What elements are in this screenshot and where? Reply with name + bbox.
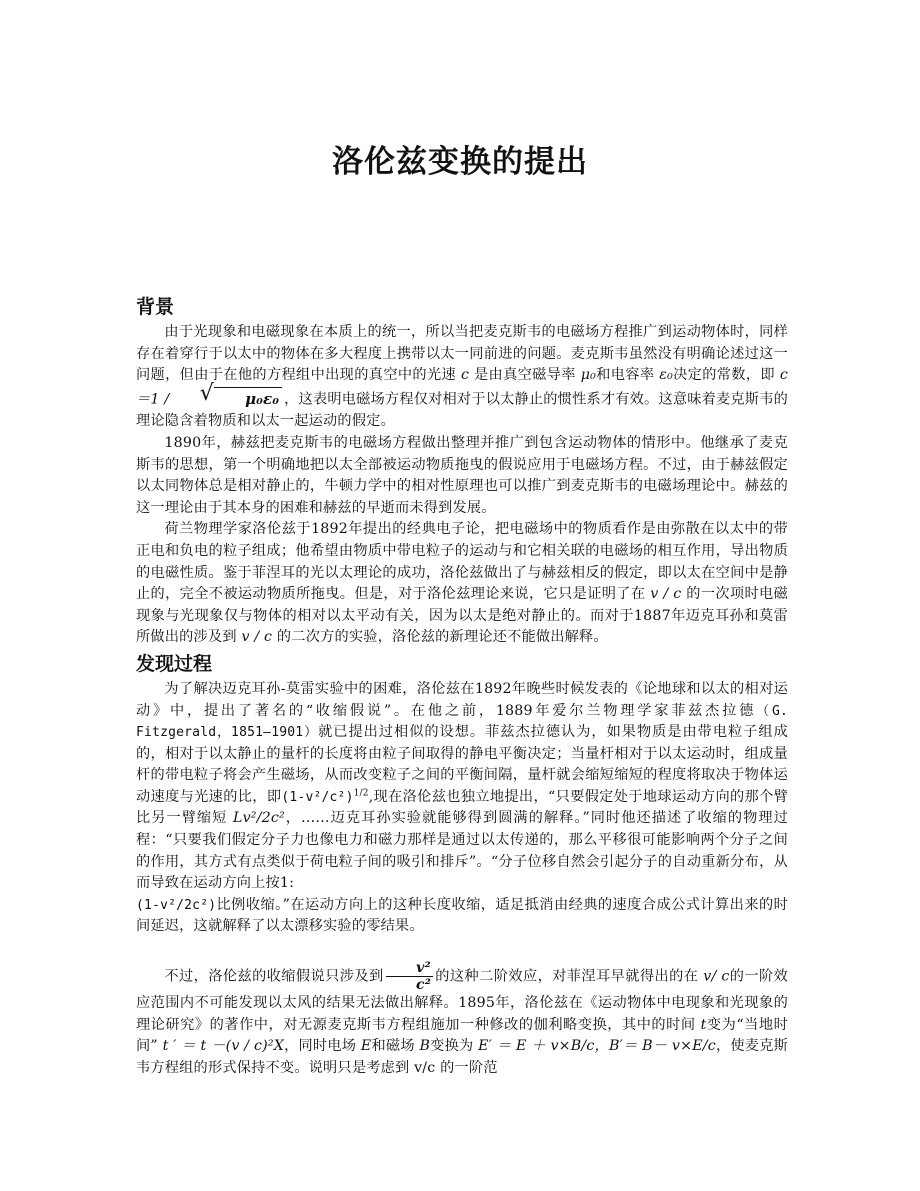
text-run: 决定的常数，即	[672, 367, 780, 384]
fraction-v2-c2	[386, 960, 433, 993]
document-body	[136, 292, 788, 1079]
fitzgerald-name: （G. Fitzgerald，1851—1901）	[136, 703, 788, 741]
radical-sign-icon: √	[199, 380, 214, 406]
text-run: 的这种二阶效应，对菲涅耳早就得出的在	[435, 968, 704, 985]
symbol-c: c	[460, 367, 470, 384]
symbol-eps0: ε₀	[659, 367, 673, 384]
symbol-v-over-c: v/ c	[703, 968, 730, 985]
text-run: 变换为	[430, 1038, 479, 1055]
section-heading-background: 背景	[136, 296, 175, 318]
symbol-B: B	[419, 1038, 431, 1055]
text-run: 不过，洛伦兹的收缩假说只涉及到	[164, 968, 384, 985]
paragraph-local-time	[136, 960, 788, 1079]
text-run: 是由真空磁导率	[469, 367, 581, 384]
section-heading-discovery: 发现过程	[136, 652, 213, 675]
text-run: ，这表明电磁场方程仅对相对于以太静止的惯性系才有效。这意味着麦克斯韦的理论隐含着物质和以太一起运动的假定。	[136, 391, 788, 430]
formula-local-time: t ′ ＝ t －(v / c)²X	[162, 1038, 285, 1055]
document-title: 洛伦兹变换的提出	[332, 144, 588, 180]
text-run: 比例收缩。”在运动方向上的这种长度收缩，适足抵消由经典的速度合成公式计算出来的时间延迟，这就解释了以太漂移实验的零结果。	[136, 896, 788, 935]
fraction-numerator: v²	[386, 960, 433, 977]
sqrt-radicand: μ₀ε₀	[214, 387, 282, 411]
formula-ratio: (1-v²/c²)	[281, 789, 354, 805]
text-run: 和电容率	[596, 367, 660, 384]
symbol-t: t	[700, 1016, 707, 1033]
text-run: 的一次项时电磁现象与光现象仅与物体的相对以太平动有关，因为以太是绝对静止的。而对于1887年迈克耳孙和莫雷所做出的涉及到	[136, 586, 788, 646]
text-run: ，……迈克耳孙实验就能够得到圆满的解释。”同时他还描述了收缩的物理过程：“只要我们假定分子力也像电力和磁力那样是通过以太传递的，那么平移很可能影响两个分子之间的作用，其方式有点类似于荷电粒子间的吸引和排斥”。“分子位移自然会引起分子的自动重新分布，从而导致在运动方向上按1:	[136, 810, 788, 892]
symbol-v-over-c: v / c	[241, 629, 273, 646]
paragraph-lorentz-electron	[136, 519, 788, 649]
text-run: 为了解决迈克耳孙-莫雷实验中的困难，洛伦兹在1892年晚些时候发表的《论地球和以太的相对运动》中，提出了著名的“收缩假说”。在他之前，1889年爱尔兰物理学家菲兹杰拉德	[136, 680, 788, 719]
text-run: 荷兰物理学家洛伦兹于1892年提出的经典电子论，把电磁场中的物质看作是由弥散在以太中的带正电和负电的粒子组成；他希望由物质中带电粒子的运动与和它相关联的电磁场的相互作用，导出物质的电磁性质。鉴于菲涅耳的光以太理论的成功，洛伦兹做出了与赫兹相反的假定，即以太在空间中是静止的，完全不被运动物质所拖曳。但是，对于洛伦兹理论来说，它只是证明了在	[136, 521, 788, 603]
text-run: ,现在洛伦兹也独立地提出，“只要假定处于地球运动方向的那个臂比另一臂缩短	[136, 788, 788, 827]
paragraph-maxwell	[136, 322, 788, 433]
text-run: 就已提出过相似的设想。菲兹杰拉德认为，如果物质是由带电粒子组成的，相对于以太静止的量杆的长度将由粒子间取得的静电平衡决定；当量杆相对于以太运动时，组成量杆的带电粒子将会产生磁场，从而改变粒子之间的平衡间隔，量杆就会缩短缩短的程度将取决于物体运动速度与光速的比，即	[136, 724, 788, 805]
formula-ratio-2: (1-v²/2c²)	[136, 897, 217, 913]
formula-shortening: Lv²/2c²	[232, 810, 285, 827]
formula-exponent: 1/2	[353, 788, 369, 799]
text-run: ，同时电场	[284, 1038, 361, 1055]
formula-field-transform: E′ ＝ E ＋ v×B/c，B′＝ B－ v×E/c	[478, 1038, 716, 1055]
symbol-mu0: μ₀	[580, 367, 597, 384]
text-run: 由于光现象和电磁现象在本质上的统一，所以当把麦克斯韦的电磁场方程推广到运动物体时，同样存在着穿行于以太中的物体在多大程度上携带以太一同前进的问题。麦克斯韦虽然没有明确论述过这一问题，但由于在他的方程组中出现的真空中的光速	[136, 324, 788, 384]
symbol-v-over-c: v / c	[650, 586, 682, 603]
sqrt-formula	[171, 380, 282, 412]
paragraph-hertz: 1890年，赫兹把麦克斯韦的电磁场方程做出整理并推广到包含运动物体的情形中。他继承了麦克斯韦的思想，第一个明确地把以太全部被运动物质拖曳的假说应用于电磁场方程。不过，由于赫兹假定以太同物体总是相对静止的，牛顿力学中的相对性原理也可以推广到麦克斯韦的电磁场理论中。赫兹的这一理论由于其本身的困难和赫兹的早逝而未得到发展。	[136, 434, 788, 516]
paragraph-contraction	[136, 679, 788, 938]
text-run: 和磁场	[371, 1038, 420, 1055]
text-run: ，使麦克斯韦方程组的形式保持不变。说明只是考虑到 v/c 的一阶范	[136, 1038, 788, 1076]
symbol-E: E	[360, 1038, 372, 1055]
text-run: 变为“当地时间”	[136, 1016, 788, 1055]
fraction-denominator: c²	[415, 977, 432, 994]
text-run: 的一阶效应范围内不可能发现以太风的结果无法做出解释。1895年，洛伦兹在《运动物体中电现象和光现象的理论研究》的著作中，对无源麦克斯韦方程组施加一种修改的伽利略变换，其中的时间	[136, 968, 788, 1033]
formula-light-speed: c ＝1 /	[136, 367, 788, 408]
text-run: 的二次方的实验，洛伦兹的新理论还不能做出解释。	[272, 629, 608, 646]
